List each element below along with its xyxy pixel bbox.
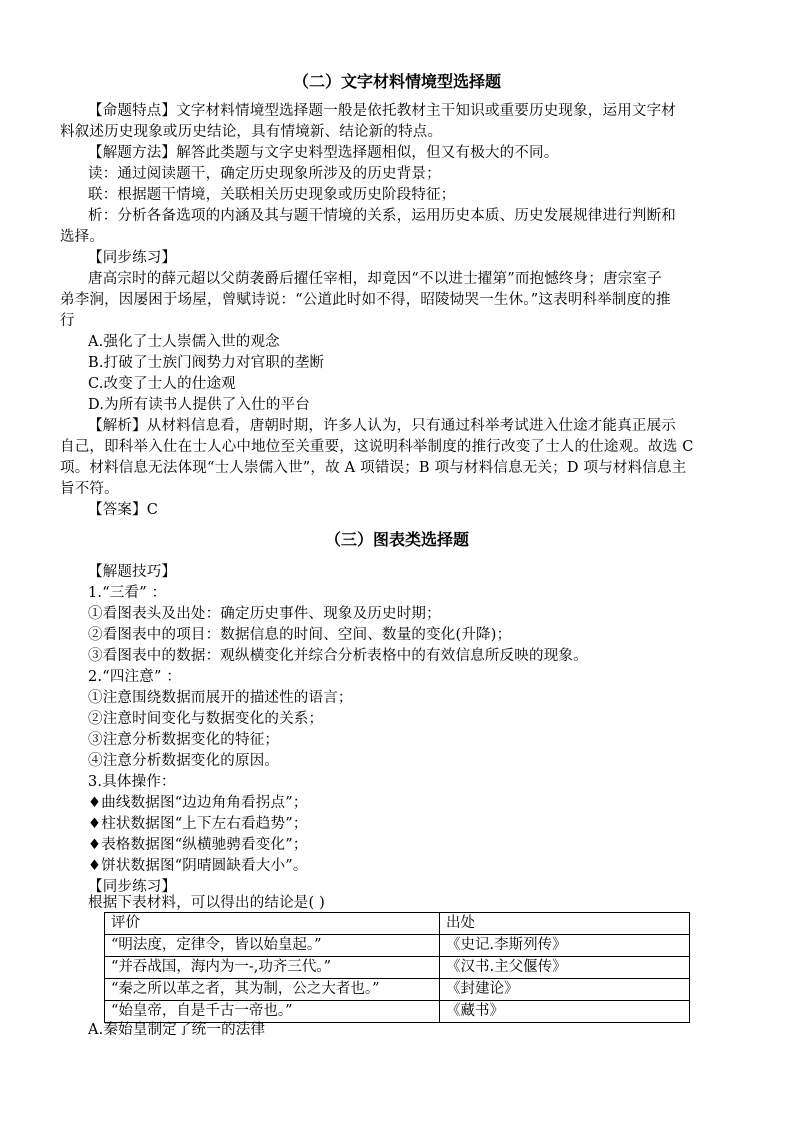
analysis-line-3: 项。材料信息无法体现“士人崇儒入世”，故 A 项错误；B 项与材料信息无关；D 项与材料信息主 [60,460,687,476]
four-note-title: 2.“四注意” ： [88,669,182,685]
practice-label-2: 【同步练习】 [88,879,177,895]
analyze-line-2: 选择。 [60,229,105,245]
operation-item-4: ♦饼状数据图“阴晴圆缺看大小”。 [88,858,308,874]
source-cell: 《封建论》 [440,979,690,1001]
operation-title: 3.具体操作： [88,774,176,790]
table-row [105,935,690,957]
three-look-item-2: ②看图表中的项目：数据信息的时间、空间、数量的变化(升降)； [88,627,512,643]
table-row [105,957,690,979]
four-note-item-4: ④注意分析数据变化的原因。 [88,753,280,769]
three-look-item-1: ①看图表头及出处：确定历史事件、现象及历史时期； [88,606,441,622]
table-question: 根据下表材料，可以得出的结论是( ) [88,895,326,911]
source-cell: 《藏书》 [440,1001,690,1023]
link-line: 联：根据题干情境，关联相关历史现象或历史阶段特征； [88,187,456,203]
four-note-item-2: ②注意时间变化与数据变化的关系； [88,711,324,727]
section2-title: （二）文字材料情境型选择题 [292,72,501,91]
question-line-3: 行 [60,313,75,329]
table-header-row [105,913,690,935]
practice-label-1: 【同步练习】 [88,250,177,266]
method-line: 【解题方法】解答此类题与文字史料型选择题相似，但又有极大的不同。 [88,145,559,161]
feature-line-1: 【命题特点】文字材料情境型选择题一般是依托教材主干知识或重要历史现象，运用文字材 [88,103,676,119]
analysis-line-2: 自己，即科举入仕在士人心中地位至关重要，这说明科举制度的推行改变了士人的仕途观。故选 C [60,439,694,455]
operation-item-3: ♦表格数据图“纵横驰骋看变化”； [88,837,308,853]
three-look-item-3: ③看图表中的数据：观纵横变化并综合分析表格中的有效信息所反映的现象。 [88,648,588,664]
table-row [105,979,690,1001]
operation-item-1: ♦曲线数据图“边边角角看拐点”； [88,795,308,811]
analyze-line-1: 析：分析各备选项的内涵及其与题干情境的关系，运用历史本质、历史发展规律进行判断和 [88,208,676,224]
feature-line-2: 料叙述历史现象或历史结论，具有情境新、结论新的特点。 [60,124,443,140]
option-a: A.强化了士人崇儒入世的观念 [88,334,280,350]
question-line-1: 唐高宗时的薛元超以父荫袭爵后擢任宰相，却竟因“不以进士擢第”而抱憾终身；唐宗室子 [88,271,662,287]
skills-label: 【解题技巧】 [88,564,177,580]
table-option-a: A.秦始皇制定了统一的法律 [88,1022,266,1038]
option-d: D.为所有读书人提供了入仕的平台 [88,397,310,413]
analysis-line-1: 【解析】从材料信息看，唐朝时期，许多人认为，只有通过科举考试进入仕途才能真正展示 [88,418,676,434]
evaluation-cell: “秦之所以革之者，其为制，公之大者也。” [105,979,440,1001]
header-source: 出处 [440,913,690,935]
option-c: C.改变了士人的仕途观 [88,376,236,392]
evaluation-cell: “明法度，定律令，皆以始皇起。” [105,935,440,957]
section3-title: （三）图表类选择题 [324,530,469,549]
answer-line: 【答案】C [88,502,159,518]
four-note-item-1: ①注意围绕数据而展开的描述性的语言； [88,690,353,706]
four-note-item-3: ③注意分析数据变化的特征； [88,732,280,748]
source-table [104,912,690,1023]
header-evaluation: 评价 [105,913,440,935]
evaluation-cell: “始皇帝，自是千古一帝也。” [105,1001,440,1023]
analysis-line-4: 旨不符。 [60,481,119,497]
source-cell: 《汉书.主父偃传》 [440,957,690,979]
operation-item-2: ♦柱状数据图“上下左右看趋势”； [88,816,308,832]
evaluation-cell: “并吞战国，海内为一-,功齐三代。” [105,957,440,979]
read-line: 读：通过阅读题干，确定历史现象所涉及的历史背景； [88,166,441,182]
option-b: B.打破了士族门阀势力对官职的垄断 [88,355,325,371]
three-look-title: 1.“三看” ： [88,585,167,601]
question-line-2: 弟李涧，因屡困于场屋，曾赋诗说：“公道此时如不得，昭陵恸哭一生休。”这表明科举制度的推 [60,292,671,308]
source-cell: 《史记.李斯列传》 [440,935,690,957]
